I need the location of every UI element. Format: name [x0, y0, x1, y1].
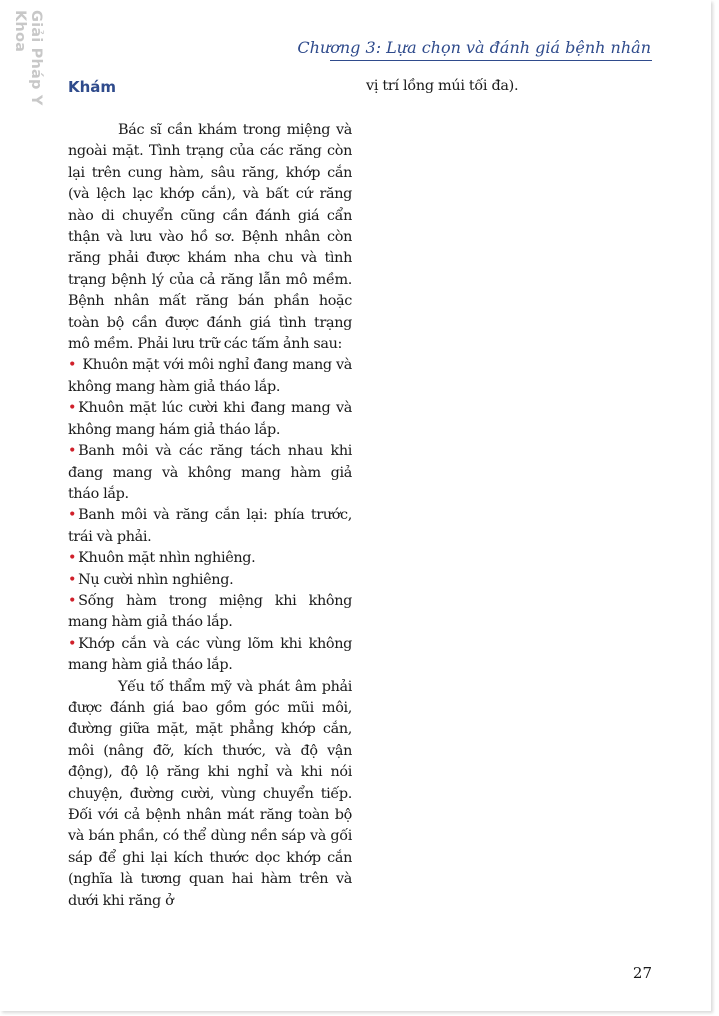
- bullet-item: [68, 355, 352, 398]
- bullet-text: Banh môi và răng cắn lại: phía trước, trái và phải.: [68, 507, 352, 545]
- bullet-item: [68, 441, 352, 505]
- chapter-header: Chương 3: Lựa chọn và đánh giá bệnh nhân: [297, 38, 651, 57]
- bullet-dot-icon: •: [68, 550, 77, 567]
- bullet-dot-icon: •: [68, 400, 77, 417]
- bullet-text: Khuôn mặt với môi nghỉ đang mang và không mang hàm giả tháo lắp.: [68, 357, 352, 395]
- bullet-dot-icon: •: [68, 635, 77, 652]
- bullet-dot-icon: •: [68, 592, 77, 609]
- bullet-text: Nụ cười nhìn nghiêng.: [78, 571, 234, 588]
- right-column-text: vị trí lồng múi tối đa).: [366, 78, 519, 94]
- bullet-item: [68, 548, 352, 569]
- bullet-dot-icon: •: [68, 357, 77, 374]
- bullet-item: [68, 398, 352, 441]
- bullet-list: [68, 355, 352, 676]
- bullet-item: [68, 591, 352, 634]
- bullet-item: [68, 570, 352, 591]
- bullet-text: Khuôn mặt lúc cười khi đang mang và không mang hám giả tháo lắp.: [68, 400, 352, 438]
- side-watermark-text: Giải Pháp Y Khoa: [12, 10, 44, 106]
- right-column: [366, 76, 650, 97]
- left-column: [68, 120, 352, 912]
- bullet-dot-icon: •: [68, 507, 77, 524]
- bullet-text: Khớp cắn và các vùng lõm khi không mang hàm giả tháo lắp.: [68, 635, 352, 674]
- bullet-text: Banh môi và các răng tách nhau khi đang mang và không mang hàm giả tháo lắp.: [68, 443, 352, 502]
- bullet-item: [68, 634, 352, 677]
- section-heading: Khám: [68, 78, 117, 96]
- side-watermark: [12, 10, 44, 140]
- chapter-underline: [330, 60, 652, 61]
- page-number: 27: [632, 964, 652, 982]
- bullet-text: Sống hàm trong miệng khi không mang hàm giả tháo lắp.: [68, 592, 352, 631]
- bullet-dot-icon: •: [68, 571, 77, 588]
- bullet-item: [68, 505, 352, 548]
- paragraph-aesthetics: Yếu tố thẩm mỹ và phát âm phải được đánh giá bao gồm góc mũi môi, đường giữa mặt, mặt phẳng khớp cắn, môi (nâng đỡ, kích thước, và độ vận động), độ lộ răng khi nghỉ và khi nói chuyện, đường cười, vùng chuyển tiếp. Đối với cả bệnh nhân mát răng toàn bộ và bán phần, có thể dùng nền sáp và gối sáp để ghi lại kích thước dọc khớp cắn (nghĩa là tương quan hai hàm trên và dưới khi răng ở: [68, 678, 352, 909]
- paragraph-exam: Bác sĩ cần khám trong miệng và ngoài mặt. Tình trạng của các răng còn lại trên cung hàm, sâu răng, khớp cắn (và lệch lạc khớp cắn), và bất cứ răng nào di chuyển cũng cần đánh giá cẩn thận và lưu vào hồ sơ. Bệnh nhân còn răng phải được khám nha chu và tình trạng bệnh lý của cả răng lẫn mô mềm. Bệnh nhân mất răng bán phần hoặc toàn bộ cần được đánh giá tình trạng mô mềm. Phải lưu trữ các tấm ảnh sau:: [68, 122, 352, 353]
- bullet-dot-icon: •: [68, 443, 77, 460]
- bullet-text: Khuôn mặt nhìn nghiêng.: [78, 550, 256, 567]
